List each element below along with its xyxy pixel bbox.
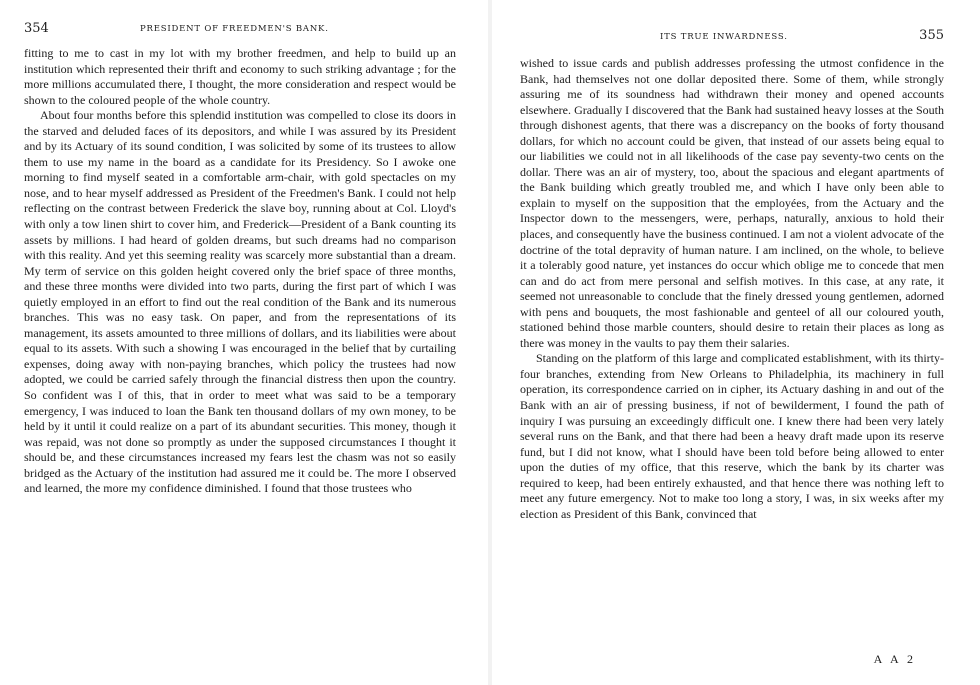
signature-mark: A A 2	[873, 652, 916, 666]
left-running-head	[0, 22, 490, 42]
left-running-title: PRESIDENT OF FREEDMEN'S BANK.	[140, 24, 329, 34]
left-paragraph-2: About four months before this splendid institution was compelled to close its doors in the starved and deluded faces of its depositors, and while I was assured by its President and by its Actuary of its sound condition, I was solicited by some of its trustees to allow them to use my name in the board as a candidate for its Presidency. So I awoke one morning to find myself seated in a comfortable arm-chair, with gold spectacles on my nose, and to hear myself addressed as President of the Freedmen's Bank. I could not help reflecting on the contrast between Frederick the slave boy, running about at Col. Lloyd's with only a tow linen shirt to cover him, and Frederick—President of a Bank counting its assets by millions. I had heard of golden dreams, but such dreams had no comparison with this reality. And yet this seeming reality was scarcely more substantial than a dream. My term of service on this golden height covered only the brief space of three months, and these three months were divided into two parts, during the first part of which I was quietly employed in an effort to find out the real condition of the Bank and its numerous branches. This was no easy task. On paper, and from the representations of its management, its assets amounted to three millions of dollars, and its liabilities were about equal to its assets. With such a showing I was encouraged in the belief that by curtailing expenses, doing away with non-paying branches, which policy the trustees had now adopted, we could be carried safely through the financial distress then upon the country. So confident was I of this, that in order to meet what was said to be a temporary emergency, I was induced to loan the Bank ten thousand dollars of my own money, to be held by it until it could realize on a part of its abundant securities. This money, though it was repaid, was not done so promptly as under the supposed circumstances I thought it should be, and these circumstances increased my fears lest the chasm was not so easily bridged as the Actuary of the institution had assured me it could be. The more I observed and learned, the more my confidence diminished. I found that those trustees who	[24, 108, 456, 496]
right-running-title: ITS TRUE INWARDNESS.	[660, 32, 788, 42]
left-body-text	[24, 46, 456, 497]
right-paragraph-1: wished to issue cards and publish addresses professing the utmost confidence in the Bank, had themselves not one dollar deposited there. Some of them, while strongly assuring me of its soundness had withdrawn their money and opened accounts elsewhere. Gradually I discovered that the Bank had sustained heavy losses at the South through dishonest agents, that there was a discrepancy on the books of forty thousand dollars, for which no account could be given, that instead of our assets being equal to our liabilities we could not in all likelihoods of the case pay seventy-two cents on the dollar. There was an air of mystery, too, about the spacious and elegant apartments of the Bank building which greatly troubled me, and which I have only been able to explain to myself on the supposition that the employées, from the Actuary and the Inspector down to the messengers, were, perhaps, naturally, anxious to hold their places, and consequently have the business continued. I am not a violent advocate of the doctrine of the total depravity of human nature. I am inclined, on the whole, to believe it a tolerably good nature, yet instances do occur which oblige me to concede that men can and do act from mere personal and selfish motives. In this case, at any rate, it seemed not unreasonable to conclude that the finely dressed young gentlemen, adorned with pens and bouquets, the most fashionable and genteel of all our coloured youth, stationed behind those marble counters, should desire to retain their places as long as there was money in the vaults to pay them their salaries.	[520, 56, 944, 350]
right-page	[490, 0, 980, 685]
right-body-text	[520, 56, 944, 522]
left-paragraph-1: fitting to me to cast in my lot with my brother freedmen, and help to build up an institution which represented their thrift and economy to such striking advantage ; for the more millions accumulated there, I thought, the more consideration and respect would be shown to the coloured people of the whole country.	[24, 46, 456, 107]
right-running-head	[490, 22, 980, 42]
left-page-number: 354	[24, 21, 49, 36]
right-paragraph-2: Standing on the platform of this large and complicated establishment, with its thirty-four branches, extending from New Orleans to Philadelphia, its machinery in full operation, its correspondence carried on in cipher, its Actuary dashing in and out of the Bank with an air of pressing business, if not of bewilderment, I found the path of inquiry I was pursuing an exceedingly difficult one. I knew there had been very lately several runs on the Bank, and that there had been a heavy draft made upon its reserve fund, but I did not know, what I should have been told before being allowed to enter upon the duties of my office, that this reserve, which the bank by its charter was required to keep, had been entirely exhausted, and that hence there was nothing left to meet any future emergency. Not to make too long a story, I was, in six weeks after my election as President of this Bank, convinced that	[520, 351, 944, 521]
right-page-number: 355	[919, 28, 944, 43]
